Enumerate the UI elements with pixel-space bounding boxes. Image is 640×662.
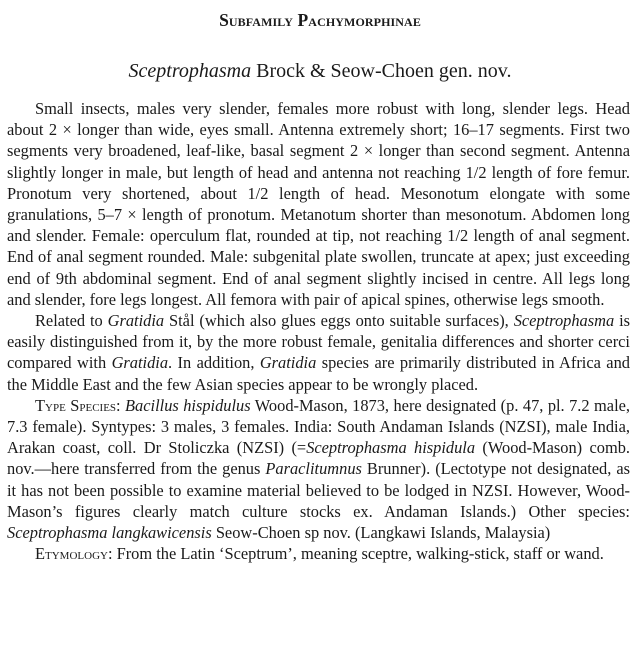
related-paragraph	[7, 310, 630, 395]
taxon-name: Gratidia	[107, 311, 165, 331]
text-run: (Wood-Mason) comb. nov.—here transferred from the genus	[7, 438, 630, 479]
text-run: Brunner). (Lectotype not designated, as it has not been possible to examine material believed to be lodged in NZSI. However, Wood-Mason’s figures clearly match culture stocks ex. Andaman Islands.) Other species:	[7, 459, 630, 521]
taxon-name: Sceptrophasma hispidula	[306, 438, 476, 458]
text-run: From the Latin ‘Sceptrum’, meaning sceptre, walking-stick, staff or wand.	[112, 544, 604, 564]
text-run: Related to	[35, 311, 108, 331]
section-label: Type Species:	[35, 395, 121, 415]
text-run: . In addition,	[168, 353, 260, 373]
taxon-name: Bacillus hispidulus	[125, 395, 251, 415]
taxon-name: Sceptrophasma	[513, 311, 615, 331]
genus-name: Sceptrophasma	[128, 60, 252, 82]
type-species-paragraph	[7, 395, 630, 543]
text-run: species are primarily distributed in Africa and the Middle East and the few Asian species appear to be wrongly placed.	[7, 353, 630, 394]
subfamily-heading: Subfamily Pachymorphinae	[219, 10, 421, 30]
taxon-name: Paraclitumnus	[265, 459, 362, 479]
genus-authority: Brock & Seow-Choen gen. nov.	[251, 60, 512, 82]
taxon-name: Sceptrophasma langkawicensis	[7, 523, 212, 543]
text-run: Stål (which also glues eggs onto suitable surfaces),	[164, 311, 514, 331]
text-run: Seow-Choen sp nov. (Langkawi Islands, Malaysia)	[211, 523, 551, 543]
text-run: Wood-Mason, 1873, here designated (p. 47, pl. 7.2 male, 7.3 female). Syntypes: 3 males, 3 females. India: South Andaman Islands (NZSI), male India, Arakan coast, coll. Dr Stoliczka (NZSI) (=	[7, 395, 631, 458]
body-text	[7, 98, 630, 564]
etymology-paragraph	[7, 543, 630, 564]
description-paragraph: Small insects, males very slender, females more robust with long, slender legs. Head about 2 × longer than wide, eyes small. Antenna extremely short; 16–17 segments. First two segments very broadened, leaf-like, basal segment 2 × longer than second segment. Antenna slightly longer in male, but length of head and antenna not reaching 1/2 length of fore femur. Pronotum very shortened, about 1/2 length of head. Mesonotum elongate with some granulations, 5–7 × length of pronotum. Metanotum shorter than mesonotum. Abdomen long and slender. Female: operculum flat, rounded at tip, not reaching 1/2 length of anal segment. End of anal segment rounded. Male: subgenital plate swollen, truncate at apex; just exceeding end of 9th abdominal segment. End of anal segment slightly incised in centre. All legs long and slender, fore legs longest. All femora with pair of apical spines, otherwise legs smooth.	[7, 99, 630, 309]
genus-title	[0, 60, 640, 83]
section-label: Etymology:	[35, 544, 113, 564]
taxon-name: Gratidia	[259, 353, 317, 373]
taxon-name: Gratidia	[111, 353, 169, 373]
text-run: is easily distinguished from it, by the more robust female, genitalia differences and shorter cerci compared with	[7, 311, 630, 373]
